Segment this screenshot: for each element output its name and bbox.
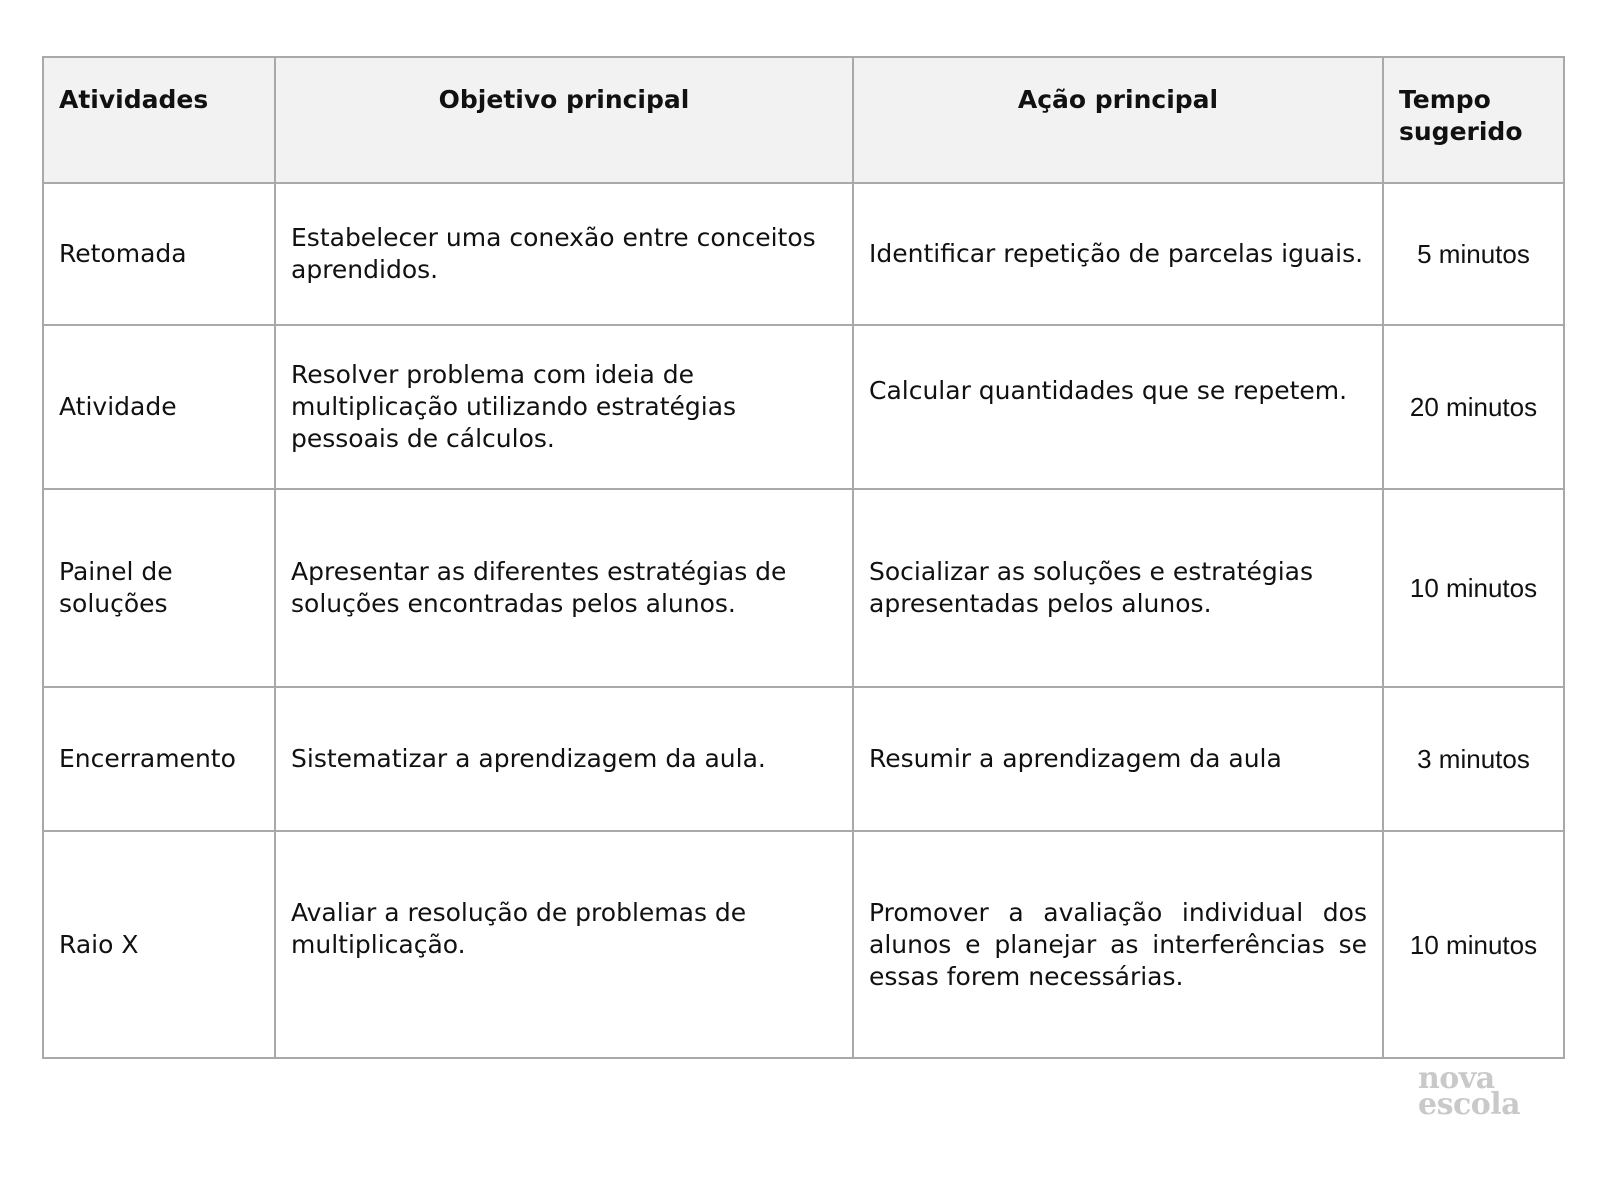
- objective-cell: Sistematizar a aprendizagem da aula.: [275, 687, 853, 831]
- objective-cell: [275, 831, 853, 1058]
- time-cell: 10 minutos: [1383, 489, 1564, 687]
- logo-line-1: nova: [1418, 1061, 1495, 1096]
- header-time: Tempo sugerido: [1383, 57, 1564, 183]
- objective-text: Avaliar a resolução de problemas de multiplicação.: [291, 897, 747, 959]
- activity-cell: Raio X: [43, 831, 275, 1058]
- time-cell: 3 minutos: [1383, 687, 1564, 831]
- objective-cell: Estabelecer uma conexão entre conceitos aprendidos.: [275, 183, 853, 325]
- logo-line-2: escola: [1418, 1087, 1521, 1122]
- objective-cell: Resolver problema com ideia de multiplicação utilizando estratégias pessoais de cálculos.: [275, 325, 853, 489]
- time-cell: 20 minutos: [1383, 325, 1564, 489]
- action-cell: Identificar repetição de parcelas iguais.: [853, 183, 1383, 325]
- table-row: [43, 489, 1564, 687]
- activity-cell: Encerramento: [43, 687, 275, 831]
- action-cell: Socializar as soluções e estratégias apresentadas pelos alunos.: [853, 489, 1383, 687]
- action-text: Calcular quantidades que se repetem.: [869, 376, 1348, 405]
- activity-cell: Retomada: [43, 183, 275, 325]
- table-row: [43, 325, 1564, 489]
- activity-cell: Painel de soluções: [43, 489, 275, 687]
- time-cell: 10 minutos: [1383, 831, 1564, 1058]
- objective-cell: Apresentar as diferentes estratégias de soluções encontradas pelos alunos.: [275, 489, 853, 687]
- activity-cell: Atividade: [43, 325, 275, 489]
- time-cell: 5 minutos: [1383, 183, 1564, 325]
- nova-escola-logo: [1418, 1061, 1536, 1122]
- lesson-plan-table: [42, 56, 1565, 1059]
- table-row: [43, 831, 1564, 1058]
- table-header-row: [43, 57, 1564, 183]
- action-cell: [853, 325, 1383, 489]
- action-cell: Promover a avaliação individual dos alunos e planejar as interferências se essas forem necessárias.: [853, 831, 1383, 1058]
- table-row: [43, 687, 1564, 831]
- header-action: Ação principal: [853, 57, 1383, 183]
- header-objective: Objetivo principal: [275, 57, 853, 183]
- table-row: [43, 183, 1564, 325]
- action-cell: Resumir a aprendizagem da aula: [853, 687, 1383, 831]
- header-activities: Atividades: [43, 57, 275, 183]
